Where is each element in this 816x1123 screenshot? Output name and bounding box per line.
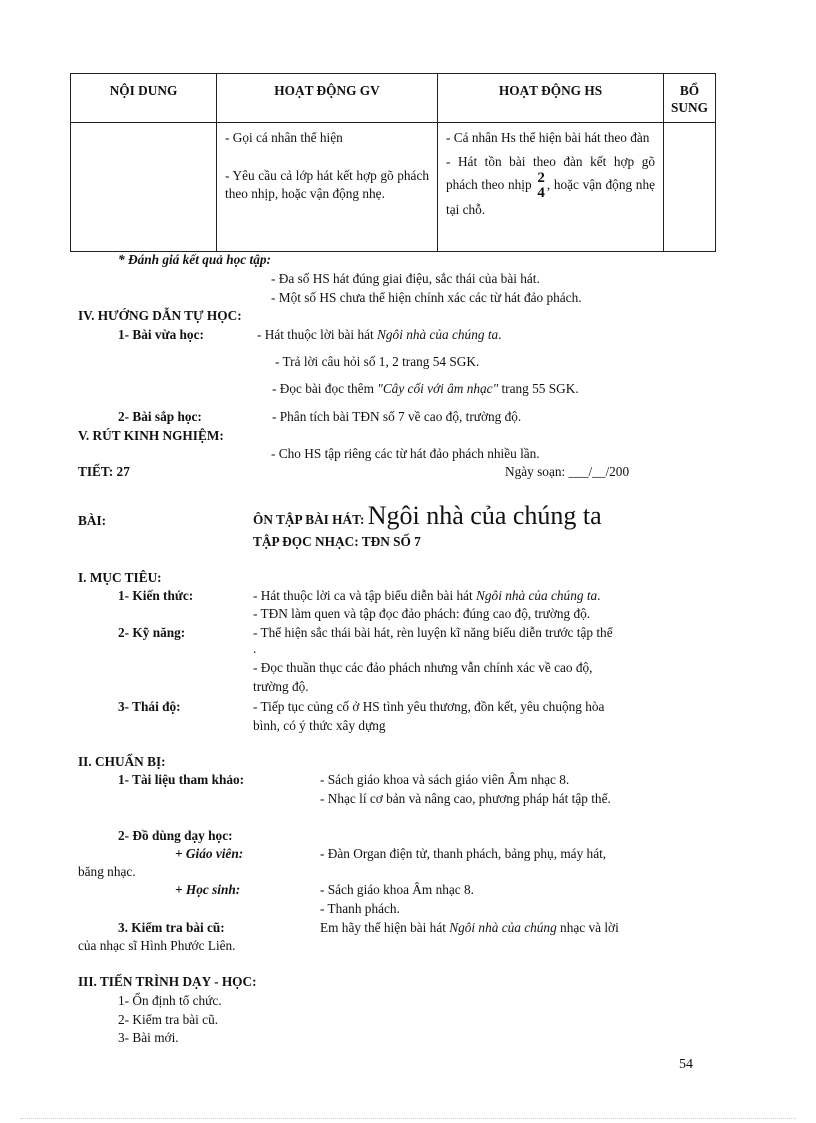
time-sig-den: 4 [537,184,545,201]
lesson-activity-table [70,73,716,252]
section-3-title: III. TIẾN TRÌNH DẠY - HỌC: [78,974,257,989]
kiem-tra-item-cont: của nhạc sĩ Hình Phước Liên. [78,938,236,953]
gv-item: - Gọi cá nhân thể hiện [225,130,343,145]
header-hoat-dong-hs: HOẠT ĐỘNG HS [438,74,664,123]
hs-item [446,153,655,219]
kiem-tra-label: 3. Kiểm tra bài cũ: [118,920,225,935]
kien-thuc-label: 1- Kiến thức: [118,588,194,603]
do-dung-label: 2- Đồ dùng dạy học: [118,828,233,843]
ky-nang-item: - Đọc thuần thục các đảo phách nhưng vẫn chính xác về cao độ, [253,660,593,675]
hs-item-text: , hoặc vận động nhẹ tại chỗ. [446,176,655,217]
ky-nang-label: 2- Kỹ năng: [118,625,186,640]
cell-noi-dung [71,123,217,252]
tai-lieu-item: - Sách giáo khoa và sách giáo viên Âm nhạc 8. [320,772,570,787]
table-header-row [71,74,716,123]
header-hoat-dong-gv: HOẠT ĐỘNG GV [217,74,438,123]
giao-vien-item: - Đàn Organ điện tử, thanh phách, bảng phụ, máy hát, [320,846,607,861]
eval-title: * Đánh giá kết quả học tập: [118,252,271,267]
giao-vien-label: + Giáo viên: [175,846,244,861]
bai-sap-hoc-label: 2- Bài sắp học: [118,409,202,424]
hoc-sinh-label: + Học sinh: [175,882,241,897]
section-2-title: II. CHUẨN BỊ: [78,754,166,769]
header-noi-dung: NỘI DUNG [71,74,217,123]
cell-hs [438,123,664,252]
rut-kinh-nghiem-item: - Cho HS tập riêng các từ hát đảo phách nhiều lần. [271,446,540,461]
thai-do-label: 3- Thái độ: [118,699,181,714]
header-bo-sung: BỔ SUNG [664,74,716,123]
bai-vua-hoc-item: - Đọc bài đọc thêm "Cây cối với âm nhạc" trang 55 SGK. [272,381,579,396]
hs-item-text: - Hát tồn bài theo đàn kết hợp gõ phách theo nhịp [446,153,655,192]
ky-nang-item: - Thể hiện sắc thái bài hát, rèn luyện kĩ năng biểu diễn trước tập thể [253,625,613,640]
thai-do-item-cont: bình, có ý thức xây dựng [253,718,386,733]
lesson-subtitle: TẬP ĐỌC NHẠC: TĐN SỐ 7 [253,534,421,549]
bai-sap-hoc-item: - Phân tích bài TĐN số 7 về cao độ, trường độ. [272,409,522,424]
time-signature [537,171,545,201]
bai-vua-hoc-item: - Hát thuộc lời bài hát Ngôi nhà của chúng ta. [257,327,502,342]
giao-vien-item-cont: băng nhạc. [78,864,136,879]
eval-line: - Đa số HS hát đúng giai điệu, sắc thái của bài hát. [271,271,540,286]
tai-lieu-item: - Nhạc lí cơ bản và nâng cao, phương pháp hát tập thể. [320,791,611,806]
kiem-tra-item: Em hãy thể hiện bài hát Ngôi nhà của chúng nhạc và lời [320,920,619,935]
section-1-title: I. MỤC TIÊU: [78,570,162,585]
ky-nang-item-cont: . [253,641,257,656]
thai-do-item: - Tiếp tục củng cố ở HS tình yêu thương, đồn kết, yêu chuộng hòa [253,699,605,714]
lesson-title: ÔN TẬP BÀI HÁT: Ngôi nhà của chúng ta [253,501,602,530]
bai-vua-hoc-item: - Trả lời câu hỏi số 1, 2 trang 54 SGK. [275,354,480,369]
hoc-sinh-item: - Sách giáo khoa Âm nhạc 8. [320,882,474,897]
cell-bo-sung [664,123,716,252]
kien-thuc-item: - TĐN làm quen và tập đọc đảo phách: đúng cao độ, trường độ. [253,606,591,621]
table-row [71,123,716,252]
bai-vua-hoc-label: 1- Bài vừa học: [118,327,204,342]
tien-trinh-item: 3- Bài mới. [118,1030,179,1045]
time-sig-num: 2 [537,169,545,186]
tai-lieu-label: 1- Tài liệu tham khảo: [118,772,245,787]
gv-item: - Yêu cầu cả lớp hát kết hợp gõ phách theo nhịp, hoặc vận động nhẹ. [225,167,429,201]
tiet-label: TIẾT: 27 [78,464,130,479]
ky-nang-item-cont: trường độ. [253,679,309,694]
section-5-title: V. RÚT KINH NGHIỆM: [78,428,224,443]
bai-label: BÀI: [78,513,107,528]
hoc-sinh-item: - Thanh phách. [320,901,400,916]
eval-line: - Một số HS chưa thể hiện chính xác các từ hát đảo phách. [271,290,582,305]
kien-thuc-item: - Hát thuộc lời ca và tập biểu diễn bài hát Ngôi nhà của chúng ta. [253,588,601,603]
cell-gv [217,123,438,252]
hs-item: - Cá nhân Hs thể hiện bài hát theo đàn [446,130,650,145]
section-4-title: IV. HƯỚNG DẪN TỰ HỌC: [78,308,242,323]
ngay-soan: Ngày soạn: ___/__/200 [505,464,630,479]
tien-trinh-item: 1- Ổn định tổ chức. [118,993,222,1008]
tien-trinh-item: 2- Kiểm tra bài cũ. [118,1012,219,1027]
page-number: 54 [679,1057,693,1072]
page-bottom-divider [20,1118,796,1119]
